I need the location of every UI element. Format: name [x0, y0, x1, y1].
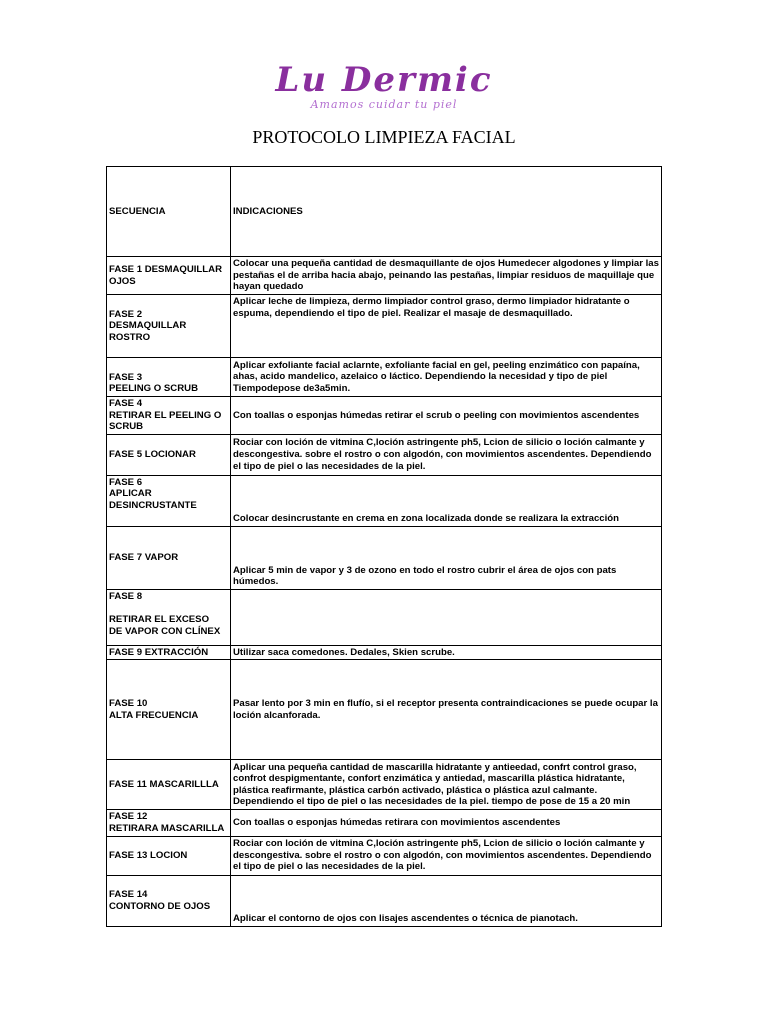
protocol-table — [106, 166, 662, 927]
phase-label-line: FASE 8 — [109, 590, 143, 602]
table-row — [107, 645, 662, 660]
phase-cell — [107, 257, 231, 295]
phase-label-line: RETIRAR EL PEELING O — [109, 409, 222, 421]
table-row — [107, 257, 662, 295]
phase-cell — [107, 836, 231, 875]
phase-label-line: FASE 3 — [109, 371, 143, 383]
phase-cell — [107, 397, 231, 435]
phase-label-line: RETIRAR EL EXCESO — [109, 613, 210, 625]
table-row — [107, 358, 662, 397]
phase-label-line: FASE 7 VAPOR — [109, 551, 179, 563]
indication-cell: Rociar con loción de vitmina C,loción astringente ph5, Lcion de silicio o loción calmante y descongestiva. sobre el rostro o con algodón, con movimientos ascendentes. Dependiendo el tipo de piel o las necesidades de la piel. — [231, 434, 662, 475]
phase-label-line: FASE 12 — [109, 811, 148, 823]
phase-label-line: FASE 4 — [109, 398, 143, 409]
indication-cell: Con toallas o esponjas húmedas retirara con movimientos ascendentes — [231, 810, 662, 836]
phase-label-line: FASE 10 — [109, 698, 148, 710]
phase-label-line: ALTA FRECUENCIA — [109, 709, 199, 721]
indication-cell: Aplicar leche de limpieza, dermo limpiador control graso, dermo limpiador hidratante o espuma, dependiendo el tipo de piel. Realizar el masaje de desmaquillado. — [231, 295, 662, 358]
phase-label-line: FASE 13 LOCION — [109, 849, 188, 861]
indication-cell — [231, 589, 662, 645]
phase-label-line: PEELING O SCRUB — [109, 383, 199, 395]
indication-cell: Aplicar 5 min de vapor y 3 de ozono en todo el rostro cubrir el área de ojos con pats húmedos. — [231, 526, 662, 589]
phase-label-line: DE VAPOR CON CLÍNEX — [109, 625, 221, 637]
table-row — [107, 836, 662, 875]
indication-cell: Aplicar exfoliante facial aclarnte, exfoliante facial en gel, peeling enzimático con papaína, ahas, acido mandelico, azelaico o láctico. Dependiendo la necesidad y tipo de piel Tiempodepose de3a5min. — [231, 358, 662, 397]
phase-cell — [107, 295, 231, 358]
table-row — [107, 589, 662, 645]
phase-cell — [107, 358, 231, 397]
phase-label-line: FASE 6 — [109, 476, 143, 488]
header-secuencia: SECUENCIA — [107, 167, 231, 257]
phase-cell — [107, 475, 231, 526]
table-row — [107, 875, 662, 926]
phase-cell — [107, 660, 231, 760]
phase-label-line — [109, 602, 228, 614]
phase-label-line: APLICAR — [109, 488, 152, 500]
indication-cell: Aplicar el contorno de ojos con lisajes ascendentes o técnica de pianotach. — [231, 875, 662, 926]
phase-cell — [107, 589, 231, 645]
table-row — [107, 434, 662, 475]
phase-label-line: ROSTRO — [109, 331, 151, 343]
phase-label-line: RETIRARA MASCARILLA — [109, 822, 225, 834]
indication-cell: Rociar con loción de vitmina C,loción astringente ph5, Lcion de silicio o loción calmante y descongestiva. sobre el rostro o con algodón, con movimientos ascendentes. Dependiendo el tipo de piel o las necesidades de la piel. — [231, 836, 662, 875]
table-row — [107, 295, 662, 358]
indication-cell: Utilizar saca comedones. Dedales, Skien scrube. — [231, 645, 662, 660]
indication-cell: Pasar lento por 3 min en flufío, si el receptor presenta contraindicaciones se puede ocupar la loción alcanforada. — [231, 660, 662, 760]
table-row — [107, 810, 662, 836]
logo-tagline: Amamos cuidar tu piel — [310, 98, 458, 111]
phase-label-line: DESINCRUSTANTE — [109, 499, 197, 511]
phase-label-line: FASE 9 EXTRACCIÓN — [109, 646, 209, 658]
header-indicaciones: INDICACIONES — [231, 167, 662, 257]
phase-label-line: FASE 11 MASCARILLLA — [109, 779, 219, 791]
indication-cell: Colocar desincrustante en crema en zona localizada donde se realizara la extracción — [231, 475, 662, 526]
phase-label-line: FASE 2 — [109, 308, 143, 320]
logo-name: Lu Dermic — [275, 60, 493, 100]
phase-cell — [107, 875, 231, 926]
phase-label-line: FASE 1 DESMAQUILLAR — [109, 263, 223, 275]
phase-cell — [107, 526, 231, 589]
indication-cell: Con toallas o esponjas húmedas retirar el scrub o peeling con movimientos ascendentes — [231, 397, 662, 435]
phase-label-line: OJOS — [109, 275, 136, 287]
phase-label-line: SCRUB — [109, 421, 144, 433]
phase-label-line: FASE 14 — [109, 888, 148, 900]
phase-cell — [107, 645, 231, 660]
phase-label-line: CONTORNO DE OJOS — [109, 900, 211, 912]
phase-cell — [107, 810, 231, 836]
table-row — [107, 760, 662, 810]
indication-cell: Aplicar una pequeña cantidad de mascarilla hidratante y antieedad, confrt control graso, confrot despigmentante, confort enzimática y antiedad, mascarilla plástica hidratante, plástica reafirmante, plástica carbón activado, plástica o plástica azul calmante. Dependiendo el tipo de piel o las necesidades de la piel. tiempo de pose de 15 a 20 min — [231, 760, 662, 810]
phase-label-line: DESMAQUILLAR — [109, 320, 187, 332]
brand-logo — [244, 52, 524, 114]
table-row — [107, 475, 662, 526]
table-row — [107, 397, 662, 435]
table-row — [107, 660, 662, 760]
table-header-row — [107, 167, 662, 257]
table-row — [107, 526, 662, 589]
phase-cell — [107, 434, 231, 475]
phase-label-line: FASE 5 LOCIONAR — [109, 448, 196, 460]
indication-cell: Colocar una pequeña cantidad de desmaquillante de ojos Humedecer algodones y limpiar las pestañas el de arriba hacia abajo, peinando las pestañas, limpiar residuos de maquillaje que hayan quedado — [231, 257, 662, 295]
phase-cell — [107, 760, 231, 810]
document-title: PROTOCOLO LIMPIEZA FACIAL — [252, 127, 516, 147]
